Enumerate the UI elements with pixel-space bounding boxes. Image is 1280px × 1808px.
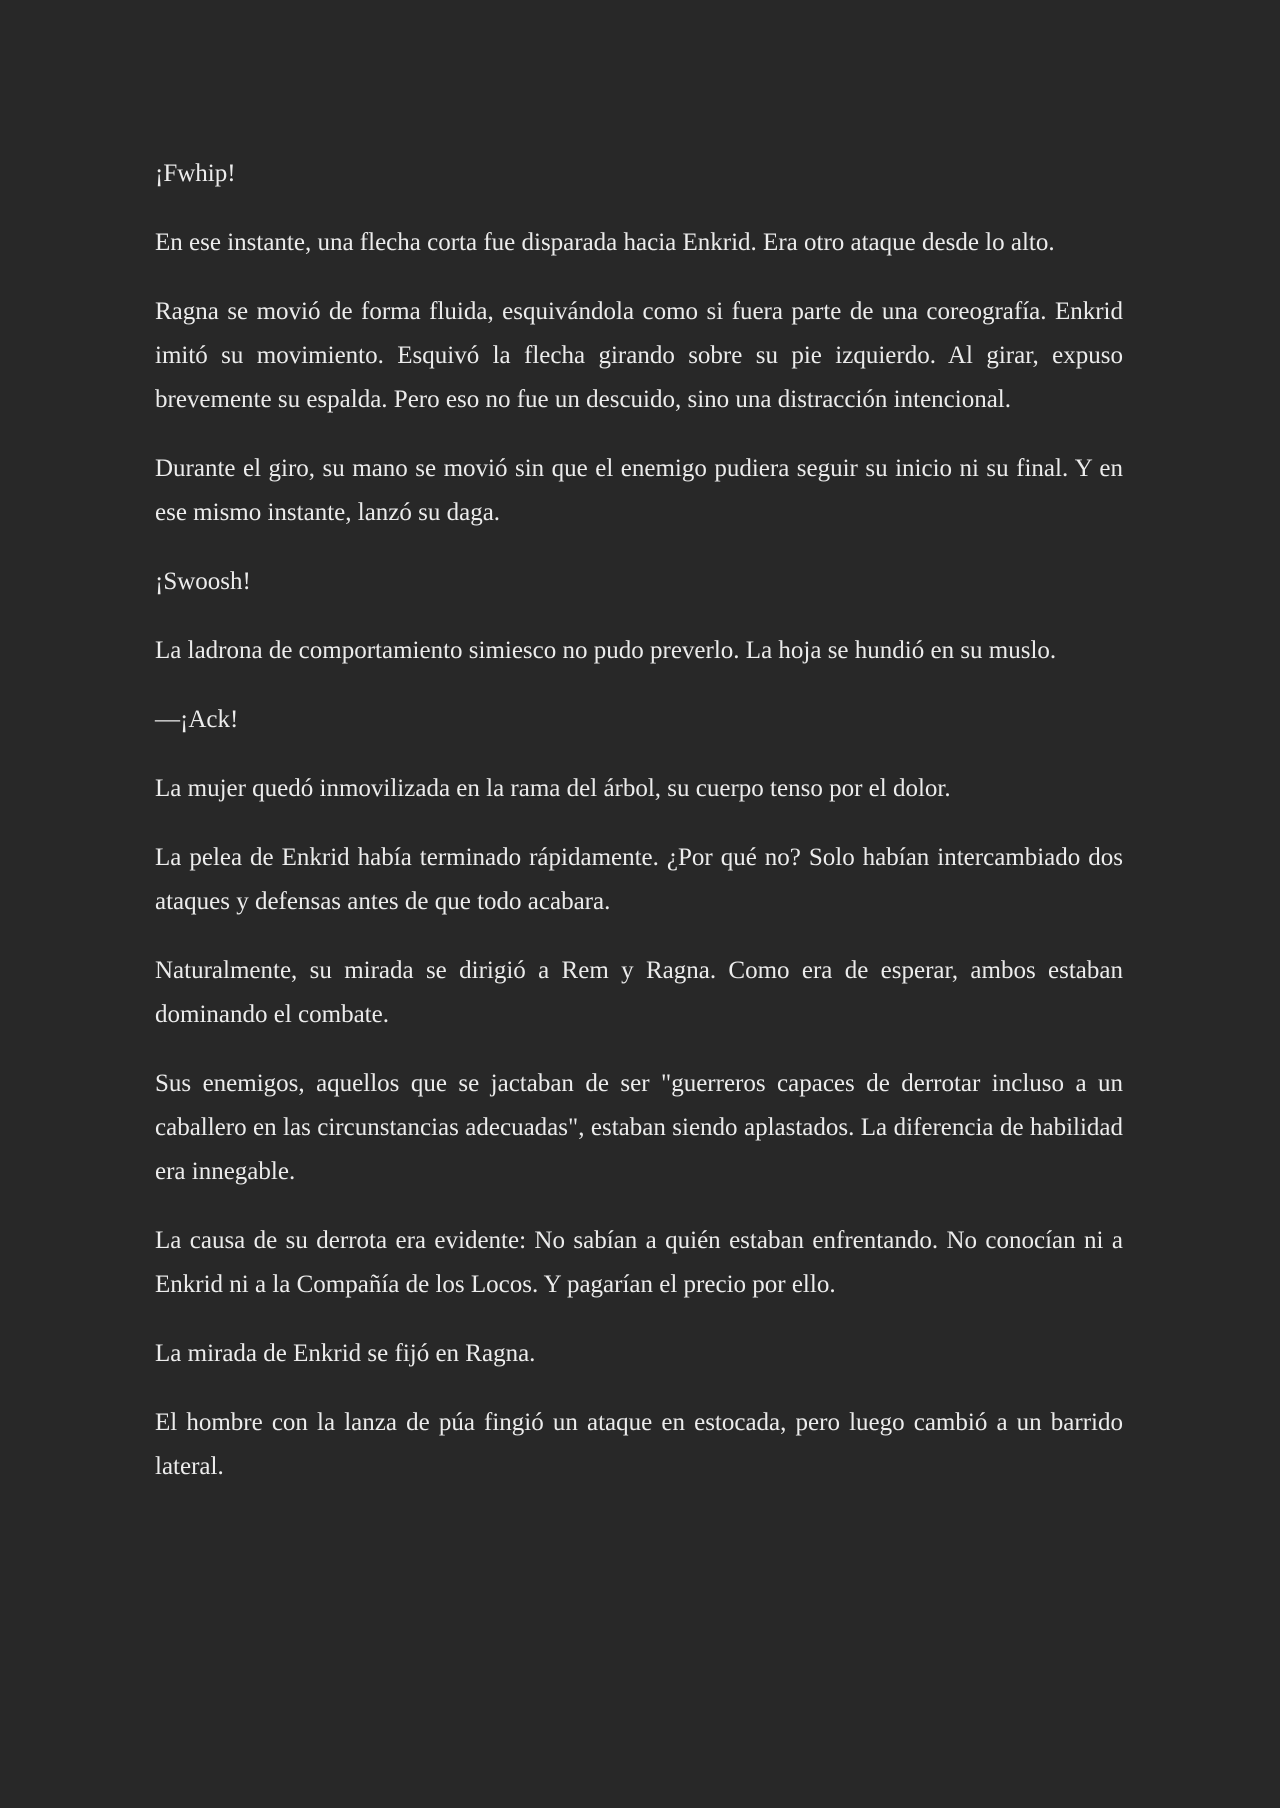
- paragraph: Sus enemigos, aquellos que se jactaban de ser "guerreros capaces de derrotar incluso a un caballero en las circunstancias adecuadas", estaban siendo aplastados. La diferencia de habilidad era innegable.: [155, 1070, 1123, 1185]
- paragraph: En ese instante, una flecha corta fue disparada hacia Enkrid. Era otro ataque desde lo alto.: [155, 229, 1055, 256]
- paragraph: ¡Fwhip!: [155, 160, 236, 187]
- paragraph: La pelea de Enkrid había terminado rápidamente. ¿Por qué no? Solo habían intercambiado dos ataques y defensas antes de que todo acabara.: [155, 844, 1123, 915]
- paragraph: La ladrona de comportamiento simiesco no pudo preverlo. La hoja se hundió en su muslo.: [155, 637, 1057, 664]
- reader-page: [155, 152, 1123, 1514]
- paragraph: Ragna se movió de forma fluida, esquivándola como si fuera parte de una coreografía. Enkrid imitó su movimiento. Esquivó la flecha girando sobre su pie izquierdo. Al girar, expuso brevemente su espalda. Pero eso no fue un descuido, sino una distracción intencional.: [155, 298, 1123, 413]
- paragraph: Naturalmente, su mirada se dirigió a Rem y Ragna. Como era de esperar, ambos estaban dominando el combate.: [155, 957, 1123, 1028]
- paragraph: Durante el giro, su mano se movió sin que el enemigo pudiera seguir su inicio ni su final. Y en ese mismo instante, lanzó su daga.: [155, 455, 1123, 526]
- paragraph: La mujer quedó inmovilizada en la rama del árbol, su cuerpo tenso por el dolor.: [155, 775, 951, 802]
- paragraph: La causa de su derrota era evidente: No sabían a quién estaban enfrentando. No conocían ni a Enkrid ni a la Compañía de los Locos. Y pagarían el precio por ello.: [155, 1227, 1123, 1298]
- paragraph: El hombre con la lanza de púa fingió un ataque en estocada, pero luego cambió a un barrido lateral.: [155, 1409, 1123, 1480]
- paragraph: ¡Swoosh!: [155, 568, 251, 595]
- paragraph: —¡Ack!: [155, 706, 239, 733]
- paragraph: La mirada de Enkrid se fijó en Ragna.: [155, 1340, 536, 1367]
